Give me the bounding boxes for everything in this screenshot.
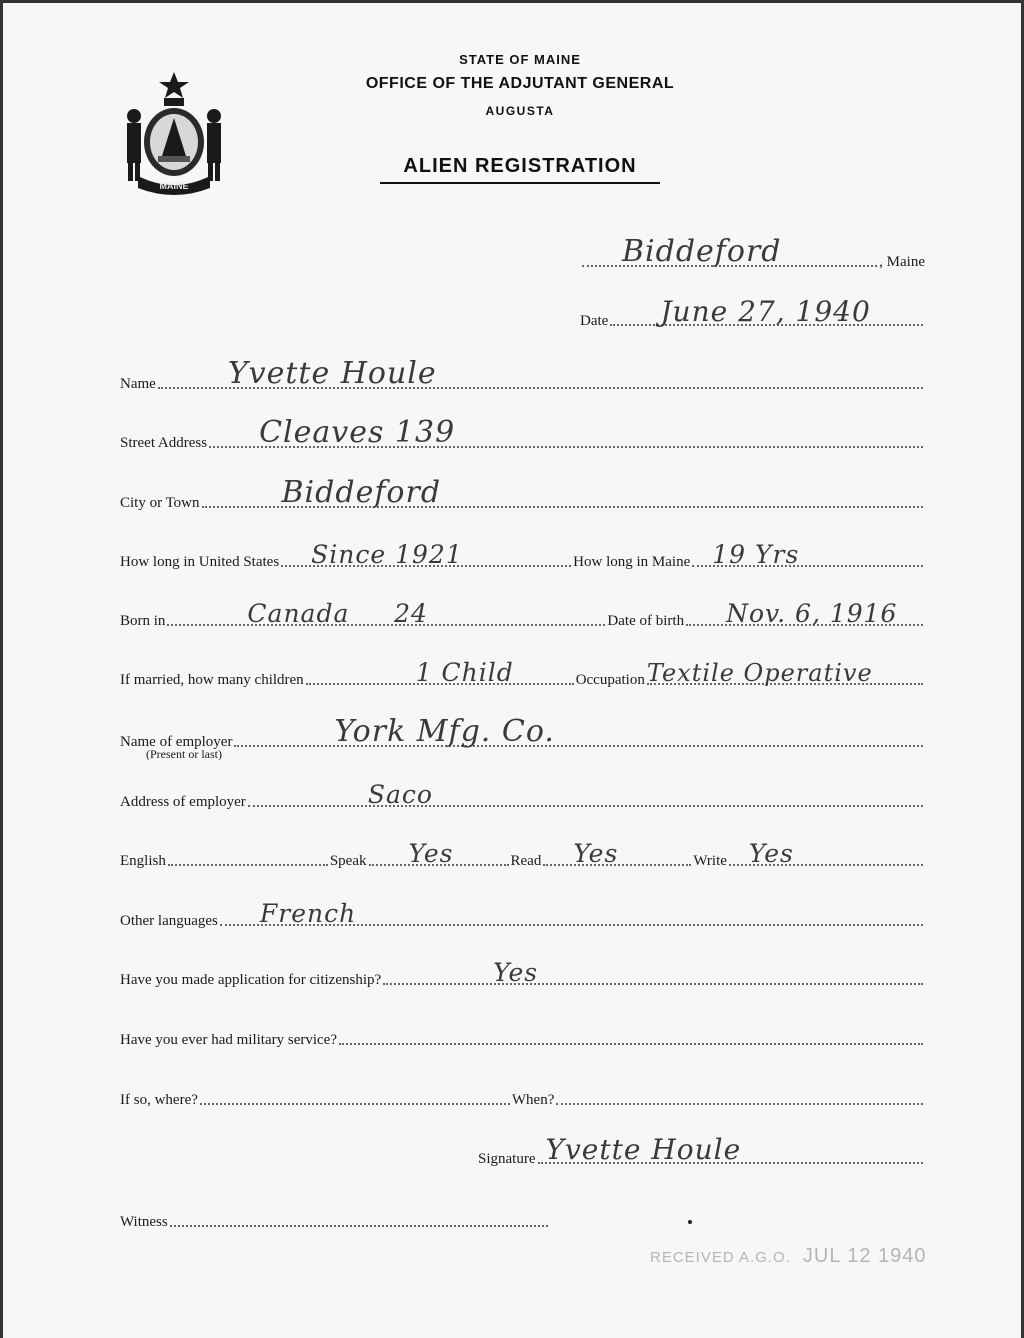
born-in-label: Born in	[120, 613, 166, 629]
write-value: Yes	[748, 839, 794, 868]
name-value: Yvette Houle	[227, 356, 437, 391]
employer-sublabel: (Present or last)	[146, 747, 222, 761]
english-field	[168, 864, 328, 866]
born-in-value: Canada 24	[247, 599, 428, 628]
city-value: Biddeford	[281, 475, 442, 510]
date-row	[580, 295, 925, 329]
write-label: Write	[693, 853, 727, 869]
military-row	[120, 1024, 925, 1048]
occupation-field[interactable]	[646, 659, 923, 687]
if-so-where-field[interactable]	[200, 1103, 510, 1105]
employer-address-label: Address of employer	[120, 794, 246, 810]
children-label: If married, how many children	[120, 672, 304, 688]
english-label: English	[120, 853, 166, 869]
header-state: STATE OF MAINE	[459, 52, 581, 67]
citizenship-field[interactable]	[383, 958, 923, 987]
scan-edge-left	[0, 0, 3, 1338]
other-languages-field[interactable]	[220, 899, 923, 928]
when-label: When?	[511, 1092, 555, 1108]
other-languages-label: Other languages	[120, 913, 218, 929]
write-field[interactable]	[729, 839, 923, 868]
street-address-field[interactable]	[209, 415, 923, 450]
children-field[interactable]	[306, 658, 574, 687]
employer-row	[120, 714, 925, 750]
born-in-field[interactable]	[167, 599, 605, 628]
street-address-value: Cleaves 139	[259, 415, 456, 450]
date-of-birth-value: Nov. 6, 1916	[726, 599, 898, 628]
how-long-maine-field[interactable]	[692, 540, 923, 569]
city-row	[120, 475, 925, 511]
employer-label: Name of employer	[120, 734, 233, 750]
title-underline	[380, 182, 660, 184]
citizenship-value: Yes	[493, 958, 539, 987]
how-long-us-value: Since 1921	[311, 540, 463, 569]
header-office: OFFICE OF THE ADJUTANT GENERAL	[365, 75, 675, 92]
location-value: Biddeford	[622, 234, 782, 269]
name-label: Name	[120, 376, 156, 392]
when-field[interactable]	[556, 1103, 923, 1105]
received-stamp-label: RECEIVED A.G.O.	[650, 1249, 791, 1266]
family-row	[120, 658, 925, 688]
location-label: , Maine	[879, 254, 925, 270]
birth-row	[120, 599, 925, 629]
employer-value: York Mfg. Co.	[334, 714, 555, 749]
date-field[interactable]	[610, 295, 923, 328]
city-label: City or Town	[120, 495, 200, 511]
form-title: ALIEN REGISTRATION	[403, 155, 637, 177]
location-row	[580, 234, 925, 270]
date-value: June 27, 1940	[660, 295, 871, 328]
received-stamp	[650, 1245, 927, 1268]
children-value: 1 Child	[415, 658, 514, 687]
employer-address-field[interactable]	[248, 780, 923, 809]
other-languages-value: French	[259, 899, 357, 928]
date-of-birth-field[interactable]	[686, 599, 923, 628]
location-field[interactable]	[582, 234, 877, 269]
residence-row	[120, 540, 925, 570]
date-of-birth-label: Date of birth	[607, 613, 685, 629]
military-label: Have you ever had military service?	[120, 1032, 337, 1048]
speak-label: Speak	[329, 853, 367, 869]
citizenship-row	[120, 958, 925, 988]
how-long-maine-value: 19 Yrs	[712, 540, 800, 569]
employer-field[interactable]	[234, 714, 923, 749]
witness-field[interactable]	[170, 1225, 548, 1227]
citizenship-label: Have you made application for citizenship?	[120, 972, 382, 988]
english-row	[120, 839, 925, 869]
other-languages-row	[120, 899, 925, 929]
military-detail-row	[120, 1084, 925, 1108]
speak-value: Yes	[408, 839, 454, 868]
military-field[interactable]	[339, 1043, 923, 1045]
how-long-maine-label: How long in Maine	[573, 554, 691, 570]
witness-row	[120, 1206, 550, 1230]
name-row	[120, 356, 925, 392]
street-address-label: Street Address	[120, 435, 208, 451]
employer-address-row	[120, 780, 925, 810]
city-field[interactable]	[202, 475, 923, 510]
seal-banner-text: MAINE	[159, 181, 189, 191]
signature-field[interactable]	[538, 1133, 924, 1166]
street-address-row	[120, 415, 925, 451]
employer-address-value: Saco	[367, 780, 433, 809]
header-city: AUGUSTA	[485, 104, 555, 118]
date-label: Date	[580, 313, 609, 329]
occupation-value: Textile Operative	[646, 659, 873, 687]
scan-edge-top	[0, 0, 1024, 3]
received-stamp-date: JUL 12 1940	[802, 1245, 927, 1267]
signature-label: Signature	[478, 1151, 536, 1167]
speak-field[interactable]	[369, 839, 509, 868]
ink-speck	[688, 1220, 692, 1224]
occupation-label: Occupation	[575, 672, 645, 688]
how-long-us-label: How long in United States	[120, 554, 280, 570]
read-label: Read	[510, 853, 542, 869]
if-so-where-label: If so, where?	[120, 1092, 198, 1108]
signature-row	[478, 1133, 925, 1167]
signature-value: Yvette Houle	[545, 1133, 742, 1166]
state-seal-icon	[120, 68, 228, 196]
read-field[interactable]	[543, 839, 691, 868]
name-field[interactable]	[158, 356, 923, 391]
read-value: Yes	[573, 839, 619, 868]
witness-label: Witness	[120, 1214, 168, 1230]
how-long-us-field[interactable]	[281, 540, 571, 569]
